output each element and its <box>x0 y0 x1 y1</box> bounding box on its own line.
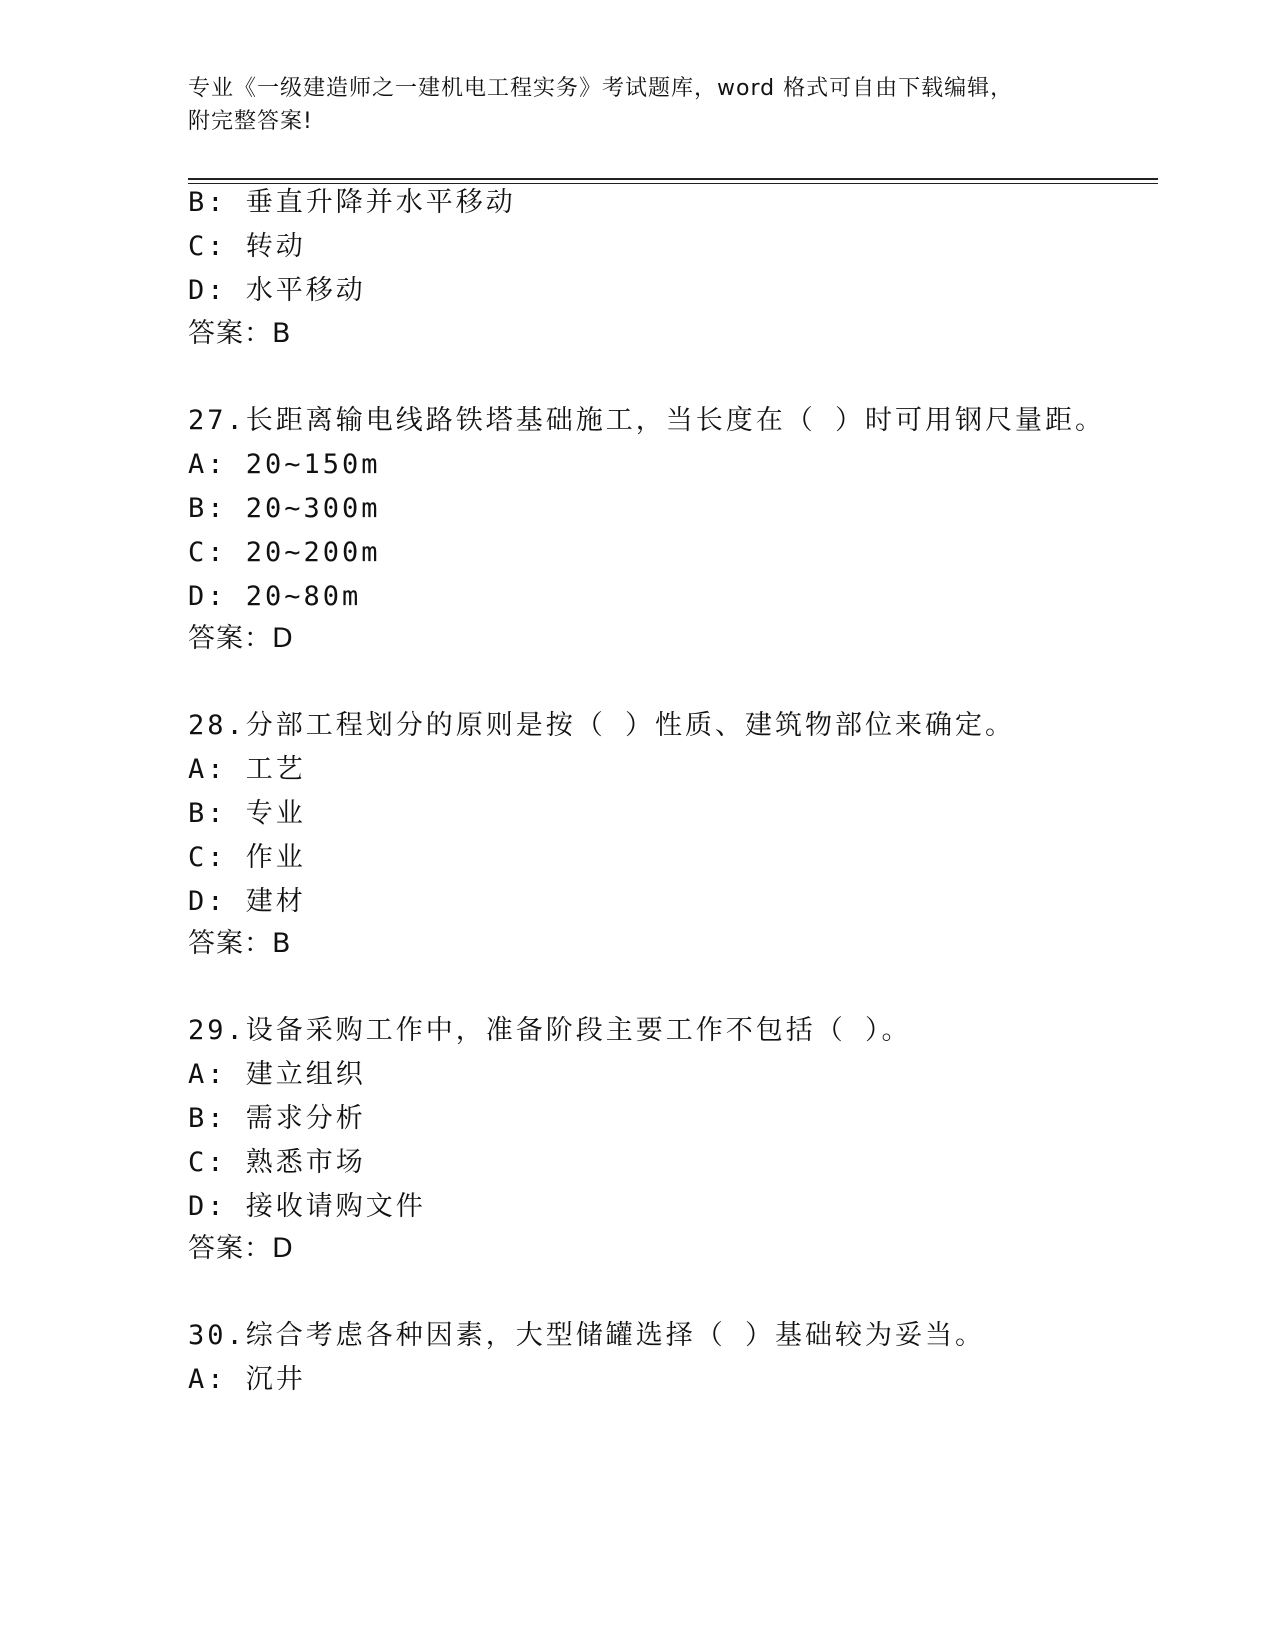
answer-line: 答案：B <box>188 318 292 349</box>
option-line: D: 20~80m <box>188 581 362 612</box>
answer-line: 答案：B <box>188 928 292 959</box>
option-line: B: 专业 <box>188 798 306 829</box>
option-line: A: 建立组织 <box>188 1059 366 1090</box>
header-line-2: 附完整答案! <box>188 109 313 134</box>
option-line: C: 作业 <box>188 842 306 873</box>
option-line: C: 熟悉市场 <box>188 1147 366 1178</box>
header-divider-thick <box>188 178 1158 180</box>
option-line: C: 转动 <box>188 231 306 262</box>
option-line: A: 工艺 <box>188 754 306 785</box>
option-line: C: 20~200m <box>188 537 381 568</box>
option-line: D: 建材 <box>188 886 306 917</box>
question-stem: 30.综合考虑各种因素，大型储罐选择（ ）基础较为妥当。 <box>188 1320 986 1351</box>
header-line-1: 专业《一级建造师之一建机电工程实务》考试题库，word 格式可自由下载编辑， <box>188 76 1014 101</box>
document-header <box>188 72 1088 138</box>
option-line: B: 垂直升降并水平移动 <box>188 187 516 218</box>
option-line: B: 需求分析 <box>188 1103 366 1134</box>
question-stem: 27.长距离输电线路铁塔基础施工，当长度在（ ）时可用钢尺量距。 <box>188 405 1106 436</box>
option-line: B: 20~300m <box>188 493 381 524</box>
option-line: D: 接收请购文件 <box>188 1191 426 1222</box>
answer-line: 答案：D <box>188 1233 294 1264</box>
answer-line: 答案：D <box>188 623 294 654</box>
option-line: D: 水平移动 <box>188 275 366 306</box>
header-divider-thin <box>188 183 1158 184</box>
option-line: A: 沉井 <box>188 1364 306 1395</box>
question-stem: 28.分部工程划分的原则是按（ ）性质、建筑物部位来确定。 <box>188 710 1016 741</box>
question-stem: 29.设备采购工作中，准备阶段主要工作不包括（ ）。 <box>188 1015 912 1046</box>
option-line: A: 20~150m <box>188 449 381 480</box>
